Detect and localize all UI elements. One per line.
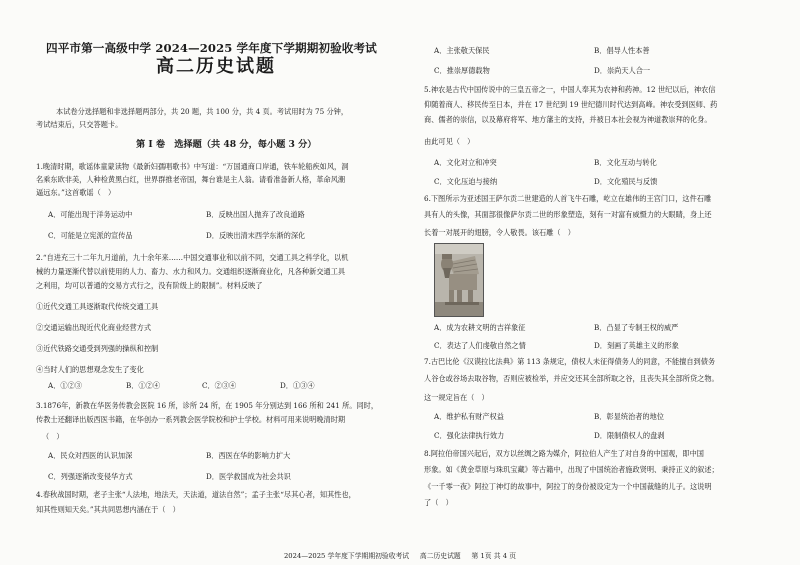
question-text: 商、儒者的崇信，以及幕府将军、地方藩主的支持，并被日本社会视为神道教崇拜的化身。 [424,115,712,124]
intro-line: 本试卷分选择题和非选择题两部分，共 20 题，共 100 分，共 4 页。考试用时为 75 分钟， [56,107,349,116]
question-text: 1.晚清时期，歌谣体童蒙读物《最新妇孺唱歌书》中写道：“万国通商口岸通，铁车轮船疾如风，洞 [36,162,349,171]
question-text: 知其性则知天矣。”其共同思想内涵在于（ ） [36,505,180,514]
option-d: D．①③④ [280,381,315,390]
option-d: D．文化殖民与反馈 [594,177,658,186]
question-text: 4.春秋战国时期，老子主张“人法地，地法天，天法道，道法自然”；孟子主张“尽其心者，知其性也， [36,490,356,499]
option-a: A．文化对立和冲突 [434,158,497,167]
option-b: B．倡导人性本善 [594,46,650,55]
intro-line: 考试结束后，只交答题卡。 [36,120,123,129]
question-text: 由此可见（ ） [424,137,475,146]
lamassu-figure [434,243,484,317]
option-c: C．文化压迫与接纳 [434,177,498,186]
question-text: （ ） [42,432,64,441]
question-text: 7.古巴比伦《汉谟拉比法典》第 113 条规定，债权人未征得债务人的同意，不能擅自到债务 [424,357,716,366]
option-c: C．②③④ [202,381,237,390]
option-b: B．西医在华的影响力扩大 [206,451,291,460]
section-title: 第 Ⅰ 卷 选择题（共 48 分，每小题 3 分） [136,139,317,150]
option-a: A．主张敬天保民 [434,46,490,55]
statement-item: ④当时人们的思想观念发生了变化 [36,365,144,374]
question-text: 形象。如《黄金草原与珠玑宝藏》等古籍中，出现了中国统治者施政贤明、秉持正义的叙述； [424,465,719,474]
question-text: 械的力量逐渐代替以前使用的人力、畜力、水力和风力。交通组织逐渐商业化，凡各种新交通工具 [36,267,346,276]
school-line: 四平市第一高级中学 2024—2025 学年度下学期期初验收考试 [46,41,377,55]
option-c: C．列强逐渐改变侵华方式 [48,472,133,481]
option-a: A．可能出现于洋务运动中 [48,210,133,219]
page-footer [0,550,800,560]
statement-item: ②交通运输出现近代化商业经营方式 [36,323,152,332]
statement-item: ①近代交通工具逐渐取代传统交通工具 [36,302,159,311]
option-c: C．表达了人们虔敬自然之情 [434,341,526,350]
footer-page: 第 1页 共 4 页 [471,552,516,560]
question-text: 逼远东。”这首歌谣（ ） [36,188,116,197]
question-text: 名乘东欧非美，人种检黄黑白红，世界群推老帝国，舞台谁是主人翁。请看准备新人格，革命风潮 [36,175,346,184]
option-a: A．成为农耕文明的吉祥象征 [434,323,526,332]
question-text: 2.“自进充三十二年九月道前，九十余年来……中国交通事业和以前不同，交通工具之科学化，以机 [36,253,349,262]
footer-subject: 高二历史试题 [419,552,461,560]
lamassu-image [435,244,483,316]
option-a: A．①②③ [48,381,82,390]
option-c: C．推崇厚德载物 [434,66,490,75]
question-text: 仰随着商人、移民传至日本，并在 17 世纪到 19 世纪德川时代达到高峰。神农受到医师、药 [424,100,718,109]
option-b: B．反映出国人抛弃了改良道路 [206,210,305,219]
option-d: D．反映出清末西学东渐的深化 [206,231,306,240]
question-text: 了（ ） [424,498,453,507]
option-b: B．凸显了专制王权的威严 [594,323,679,332]
question-text: 具有人的头像，其面部很像萨尔贡二世的形象塑造，刻有一对富有威慑力的大眼睛，身上还 [424,210,712,219]
option-a: A．民众对西医的认识加深 [48,451,133,460]
option-a: A．维护私有财产权益 [434,412,504,421]
question-text: 传教士还翻译出版西医书籍，在华创办一系列教会医学院校和护士学校。材料可用来说明晚清时期 [36,415,346,424]
question-text: 3.1876年，新教在华医务传教会医院 16 所，诊所 24 所，在 1905 年分别达到 166 所和 241 所。同时， [36,401,379,410]
option-c: C．可能是立宪派的宣传品 [48,231,133,240]
option-b: B．文化互动与转化 [594,158,657,167]
option-b: B．①②④ [126,381,161,390]
question-text: 5.神农是古代中国传说中的三皇五帝之一，中国人奉其为农神和药神。12 世纪以后，神农信 [424,85,716,94]
option-d: D．限制债权人的盘剥 [594,431,665,440]
question-text: 人谷仓或谷场去取谷物，否则应被检举，并应交还其全部所取之谷，且丧失其全部所贷之物。 [424,374,719,383]
question-text: 这一规定旨在（ ） [424,393,489,402]
option-c: C．强化法律执行效力 [434,431,505,440]
question-text: 6.下图所示为亚述国王萨尔贡二世建造的人首飞牛石雕，屹立在雄伟的王宫门口，这件石雕 [424,194,712,203]
statement-item: ③近代铁路交通受到列强的操纵和控制 [36,344,159,353]
question-text: 之利用，均可以普通的交易方式行之，没有阶级上的限制”。材料反映了 [36,281,263,290]
option-d: D．刻画了英雄主义的形象 [594,341,679,350]
question-text: 《一千零一夜》阿拉丁神灯的故事中，阿拉丁的身份被设定为一个中国裁缝的儿子。这说明 [424,482,712,491]
question-text: 长着一对展开的翅膀，令人敬畏。该石雕（ ） [424,228,575,237]
question-text: 8.阿拉伯帝国兴起后，双方以丝绸之路为媒介，阿拉伯人产生了对自身的中国观，即中国 [424,449,704,458]
option-d: D．医学救国成为社会共识 [206,472,291,481]
option-b: B．彰显统治者的地位 [594,412,664,421]
footer-exam: 2024—2025 学年度下学期期初验收考试 [283,552,410,560]
subject-title: 高二历史试题 [156,56,276,77]
option-d: D．崇尚天人合一 [594,66,651,75]
